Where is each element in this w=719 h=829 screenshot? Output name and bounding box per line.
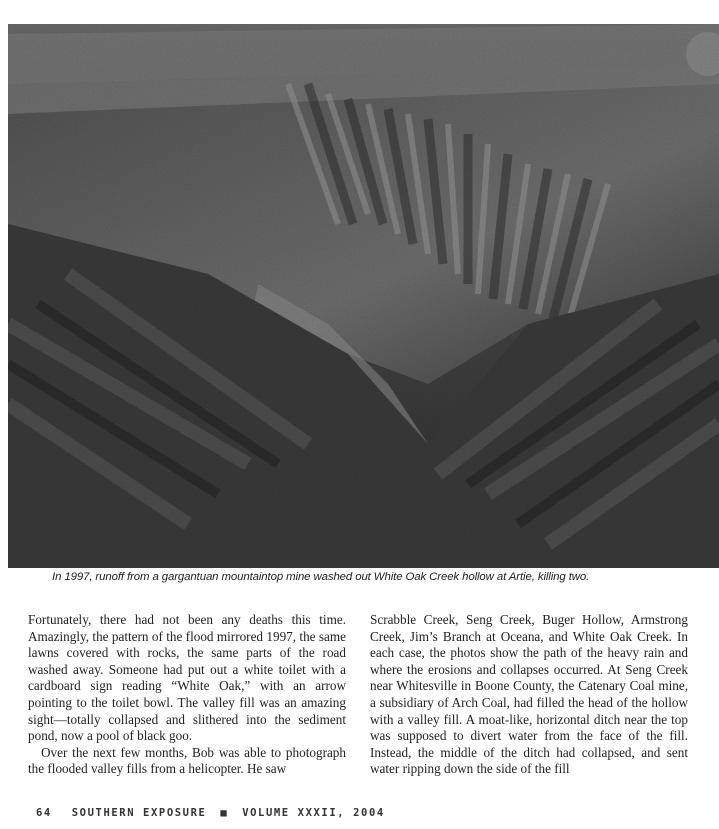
square-separator-icon: ■ (220, 807, 229, 819)
paragraph: Over the next few months, Bob was able to photograph the flooded valley fills from a helicopter. He saw (28, 744, 346, 777)
eroded-hillside-photo-icon (8, 24, 719, 568)
page-footer (36, 807, 436, 819)
aerial-photo (8, 24, 719, 568)
paragraph: Scrabble Creek, Seng Creek, Buger Hollow, Armstrong Creek, Jim’s Branch at Oceana, and White Oak Creek. In each case, the photos show the path of the heavy rain and where the erosions and collapses occurred. At Seng Creek near Whitesville in Boone County, the Catenary Coal mine, a subsidiary of Arch Coal, had filled the head of the hollow with a valley fill. A moat-like, horizontal ditch near the top was supposed to divert water from the face of the fill. Instead, the middle of the ditch had collapsed, and sent water ripping down the side of the fill (370, 612, 688, 777)
article-column-right (370, 612, 688, 778)
volume-info: VOLUME XXXII, 2004 (242, 807, 385, 819)
publication-name: SOUTHERN EXPOSURE (71, 807, 207, 819)
photo-caption: In 1997, runoff from a gargantuan mountaintop mine washed out White Oak Creek hollow at Artie, killing two. (52, 571, 590, 583)
paragraph: Fortunately, there had not been any deaths this time. Amazingly, the pattern of the flood mirrored 1997, the same lawns covered with rocks, the same parts of the road washed away. Someone had put out a white toilet with a cardboard sign reading “White Oak,” with an arrow pointing to the toilet bowl. The valley fill was an amazing sight—totally collapsed and slithered into the sediment pond, now a pool of black goo. (28, 612, 346, 744)
article-column-left (28, 612, 346, 778)
page-number: 64 (36, 807, 52, 819)
